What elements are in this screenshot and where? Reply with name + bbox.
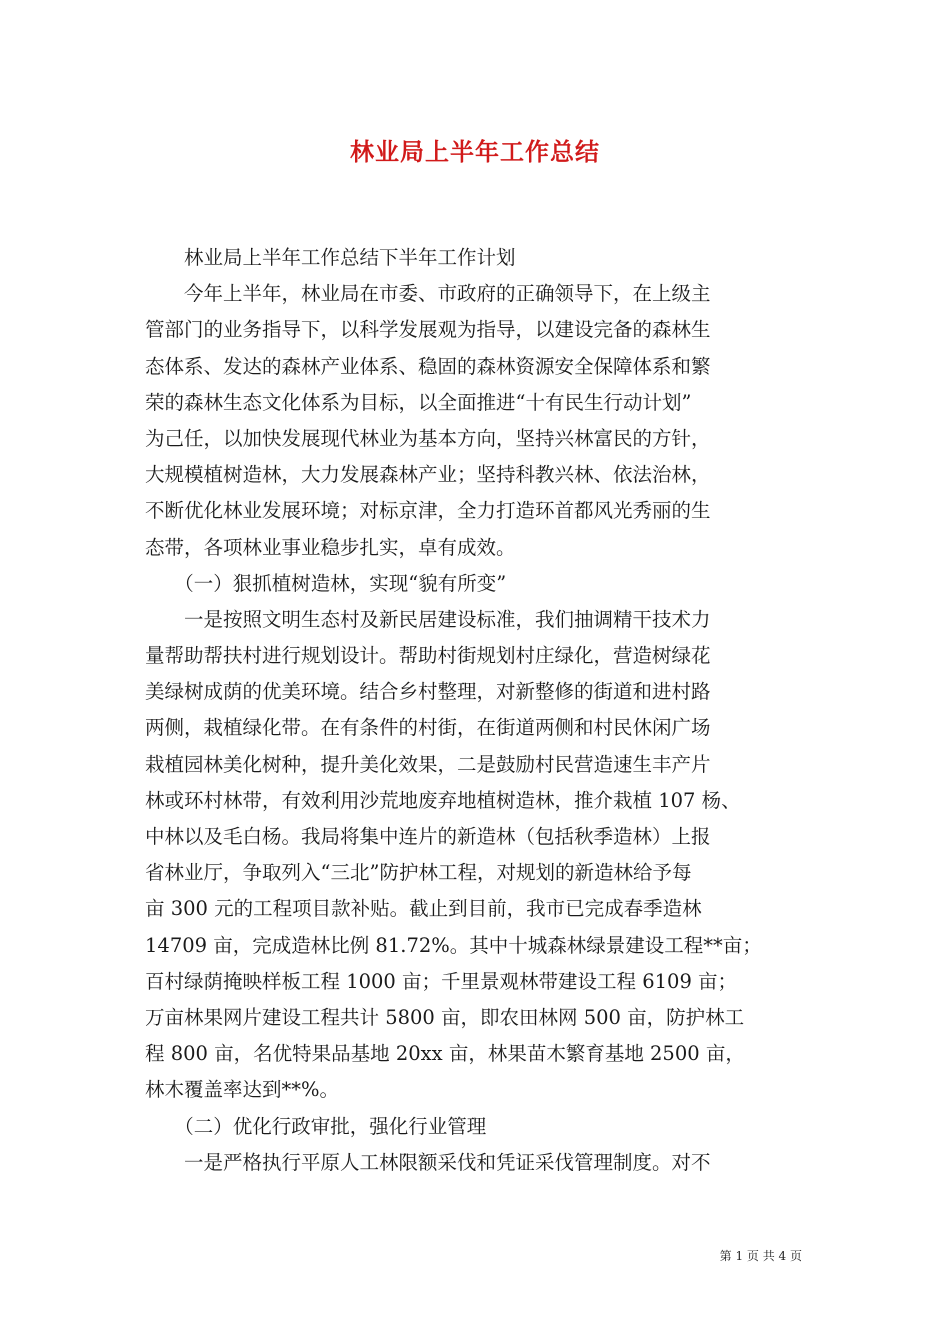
body-line: 中林以及毛白杨。我局将集中连片的新造林（包括秋季造林）上报 [145,825,711,848]
body-line: 态带，各项林业事业稳步扎实，卓有成效。 [145,535,516,559]
document-title: 林业局上半年工作总结 [350,137,600,166]
body-line: 林木覆盖率达到**%。 [145,1078,340,1102]
body-line: 态体系、发达的森林产业体系、稳固的森林资源安全保障体系和繁 [145,354,711,378]
body-line: 两侧，栽植绿化带。在有条件的村街，在街道两侧和村民休闲广场 [145,716,711,740]
body-line: 省林业厅，争取列入“三北”防护林工程，对规划的新造林给予每 [145,861,692,885]
page-number-footer: 第 1 页 共 4 页 [719,1249,802,1263]
body-line: 一是按照文明生态村及新民居建设标准，我们抽调精干技术力 [145,607,711,631]
section-heading: （二）优化行政审批，强化行业管理 [145,1114,487,1138]
body-line: 荣的森林生态文化体系为目标，以全面推进“十有民生行动计划” [145,390,692,414]
body-line: 不断优化林业发展环境；对标京津，全力打造环首都风光秀丽的生 [145,499,711,523]
body-line: 亩 300 元的工程项目款补贴。截止到目前，我市已完成春季造林 [145,897,702,921]
section-heading: （一）狠抓植树造林，实现“貌有所变” [145,571,507,595]
body-line: 百村绿荫掩映样板工程 1000 亩；千里景观林带建设工程 6109 亩； [145,969,738,993]
body-line: 林业局上半年工作总结下半年工作计划 [145,246,516,269]
body-line: 大规模植树造林，大力发展森林产业；坚持科教兴林、依法治林， [145,463,711,487]
document-body [145,240,810,1181]
body-line: 一是严格执行平原人工林限额采伐和凭证采伐管理制度。对不 [145,1150,711,1174]
body-line: 美绿树成荫的优美环境。结合乡村整理，对新整修的街道和进村路 [145,680,711,704]
body-line: 今年上半年，林业局在市委、市政府的正确领导下，在上级主 [145,282,711,306]
body-line: 量帮助帮扶村进行规划设计。帮助村街规划村庄绿化，营造树绿花 [145,644,711,668]
body-line: 14709 亩，完成造林比例 81.72%。其中十城森林绿景建设工程**亩； [145,933,762,957]
body-line: 栽植园林美化树种，提升美化效果，二是鼓励村民营造速生丰产片 [145,752,711,776]
body-line: 程 800 亩，名优特果品基地 20xx 亩，林果苗木繁育基地 2500 亩， [145,1042,745,1066]
body-line: 林或环村林带，有效利用沙荒地废弃地植树造林，推介栽植 107 杨、 [145,788,741,812]
body-line: 万亩林果网片建设工程共计 5800 亩，即农田林网 500 亩，防护林工 [145,1005,745,1029]
body-line: 管部门的业务指导下，以科学发展观为指导，以建设完备的森林生 [145,318,711,342]
body-line: 为己任，以加快发展现代林业为基本方向，坚持兴林富民的方针， [145,426,711,450]
